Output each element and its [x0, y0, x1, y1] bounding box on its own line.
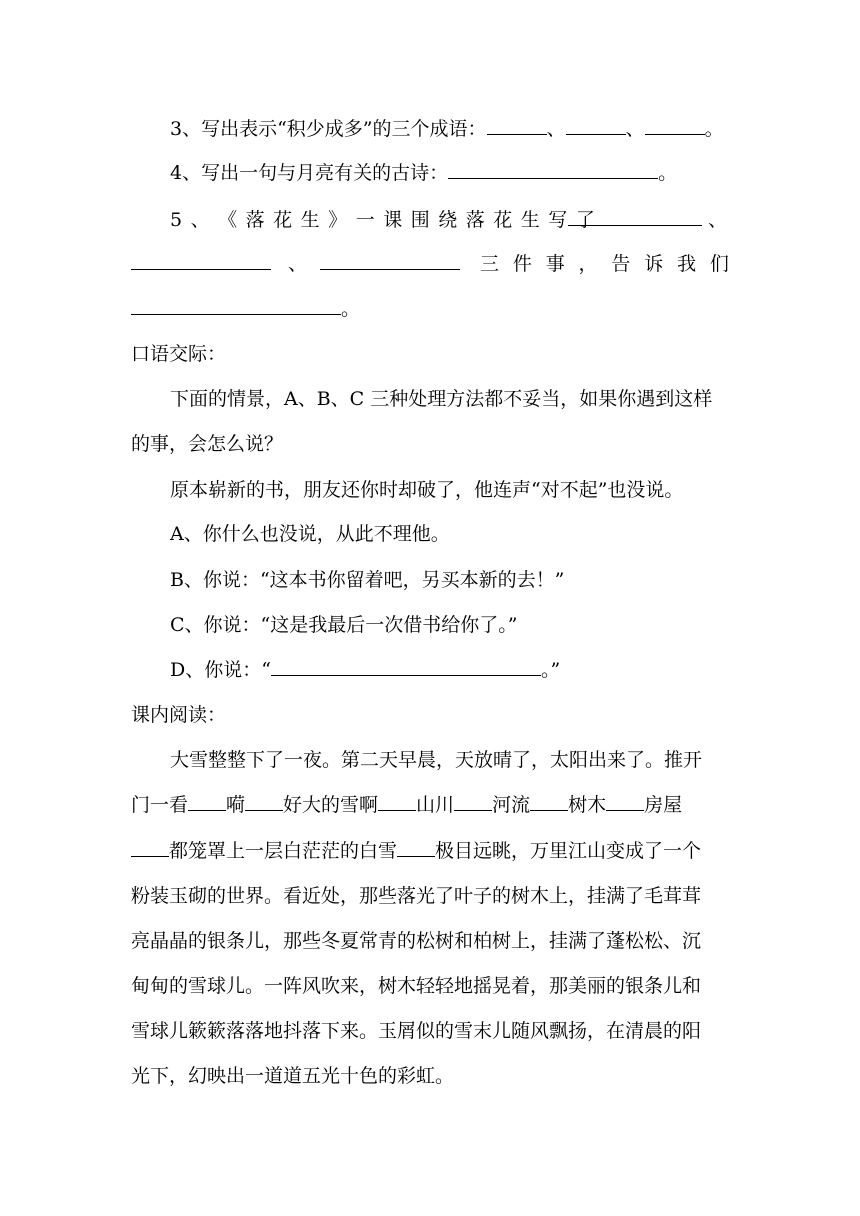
- question-5-char: 了: [575, 209, 595, 231]
- question-5-char: 5: [170, 209, 183, 231]
- question-4-text: 4、写出一句与月亮有关的古诗：: [170, 162, 449, 184]
- option-a: A、你什么也没说，从此不理他。: [170, 523, 450, 545]
- reading-text: 好大的雪啊: [283, 794, 379, 816]
- question-5-char: 们: [709, 253, 729, 275]
- reading-line-4: 粉装玉砌的世界。看近处，那些落光了叶子的树木上，挂满了毛茸茸: [131, 885, 702, 907]
- separator: 、: [288, 253, 308, 275]
- oral-prompt-line-1: 下面的情景，A、B、C 三种处理方法都不妥当，如果你遇到这样: [170, 388, 713, 410]
- punctuation-blank[interactable]: [454, 792, 492, 811]
- answer-blank[interactable]: [645, 116, 705, 135]
- end-mark: 。: [341, 298, 361, 320]
- reading-text: 河流: [492, 794, 531, 816]
- question-5-char: 《: [218, 209, 238, 231]
- reading-line-5: 亮晶晶的银条儿，那些冬夏常青的松树和柏树上，挂满了蓬松松、沉: [131, 930, 702, 952]
- question-3-text: 3、写出表示“积少成多”的三个成语：: [170, 118, 487, 140]
- separator: 、: [546, 118, 566, 140]
- question-5-char: 生: [300, 209, 320, 231]
- answer-blank[interactable]: [487, 116, 547, 135]
- punctuation-blank[interactable]: [606, 792, 644, 811]
- punctuation-blank[interactable]: [378, 792, 416, 811]
- answer-blank[interactable]: [131, 296, 341, 315]
- end-mark: 。: [658, 162, 678, 184]
- question-5-line-3: [131, 296, 360, 322]
- separator: 、: [708, 209, 728, 231]
- oral-prompt-line-2: 的事，会怎么说？: [131, 433, 284, 455]
- question-5-char: 落: [465, 209, 485, 231]
- question-5-char: 课: [383, 209, 403, 231]
- question-5-char: 花: [493, 209, 513, 231]
- punctuation-blank[interactable]: [188, 792, 226, 811]
- question-5-char: 我: [677, 253, 697, 275]
- question-5-char: 事: [545, 253, 565, 275]
- option-d: [170, 657, 560, 683]
- punctuation-blank[interactable]: [397, 838, 435, 857]
- question-4: [170, 160, 677, 186]
- answer-blank[interactable]: [320, 251, 460, 270]
- question-5-char: 落: [245, 209, 265, 231]
- reading-text: 嗬: [226, 794, 246, 816]
- question-5-char: 告: [611, 253, 631, 275]
- question-5-char: ，: [578, 253, 598, 275]
- separator: 、: [625, 118, 645, 140]
- answer-blank[interactable]: [448, 160, 658, 179]
- question-5-char: 围: [410, 209, 430, 231]
- answer-blank[interactable]: [566, 116, 626, 135]
- question-5-char: 三: [480, 253, 500, 275]
- reading-heading: 课内阅读：: [131, 704, 227, 726]
- option-c: C、你说：“这是我最后一次借书给你了。”: [170, 614, 518, 636]
- question-5-char: 写: [548, 209, 568, 231]
- reading-text: 山川: [416, 794, 455, 816]
- question-5-char: 花: [273, 209, 293, 231]
- end-mark: 。: [704, 118, 724, 140]
- question-5-char: 件: [512, 253, 532, 275]
- question-5-char: 诉: [644, 253, 664, 275]
- reading-line-8: 光下，幻映出一道道五光十色的彩虹。: [131, 1065, 455, 1087]
- oral-heading: 口语交际：: [131, 343, 227, 365]
- option-b: B、你说：“这本书你留着吧，另买本新的去！”: [170, 569, 565, 591]
- question-5-line-2: [131, 251, 729, 277]
- answer-blank[interactable]: [568, 207, 702, 226]
- answer-blank[interactable]: [271, 657, 541, 676]
- reading-line-6: 甸甸的雪球儿。一阵风吹来，树木轻轻地摇晃着，那美丽的银条儿和: [131, 975, 702, 997]
- question-5-char: 绕: [438, 209, 458, 231]
- option-d-prefix: D、你说：“: [170, 659, 271, 681]
- question-5-char: 一: [355, 209, 375, 231]
- punctuation-blank[interactable]: [131, 838, 169, 857]
- reading-text: 树木: [568, 794, 607, 816]
- reading-line-1: 大雪整整下了一夜。第二天早晨，天放晴了，太阳出来了。推开: [170, 749, 703, 771]
- reading-text: 极目远眺，万里江山变成了一个: [435, 840, 702, 862]
- punctuation-blank[interactable]: [530, 792, 568, 811]
- question-3: [170, 116, 724, 142]
- punctuation-blank[interactable]: [245, 792, 283, 811]
- reading-text: 都笼罩上一层白茫茫的白雪: [169, 840, 398, 862]
- reading-line-7: 雪球儿簌簌落落地抖落下来。玉屑似的雪末儿随风飘扬，在清晨的阳: [131, 1020, 702, 1042]
- question-5-line-1: [170, 207, 730, 233]
- question-5-char: 》: [328, 209, 348, 231]
- reading-line-3: [131, 838, 701, 864]
- reading-line-2: [131, 792, 682, 818]
- option-d-suffix: 。”: [540, 659, 561, 681]
- question-5-char: 生: [520, 209, 540, 231]
- answer-blank[interactable]: [131, 251, 271, 270]
- oral-scene: 原本崭新的书，朋友还你时却破了，他连声“对不起”也没说。: [170, 479, 684, 501]
- reading-text: 门一看: [131, 794, 189, 816]
- question-5-char: 、: [190, 209, 210, 231]
- reading-text: 房屋: [644, 794, 683, 816]
